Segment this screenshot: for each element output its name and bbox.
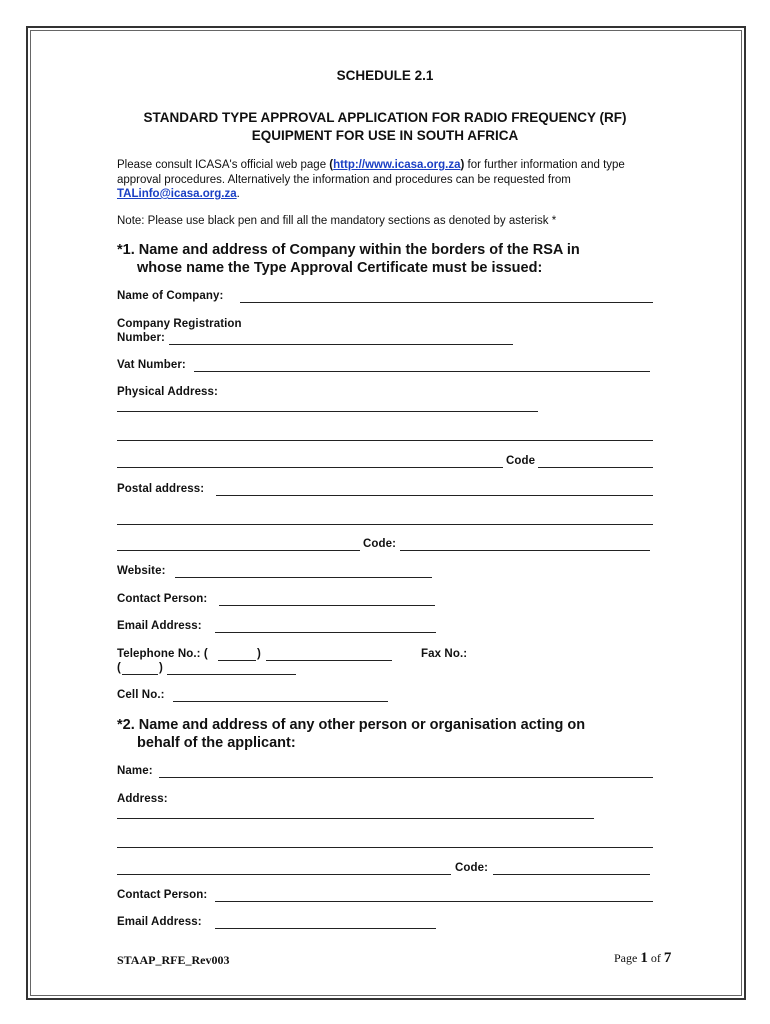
email-address-field[interactable] [215,632,436,633]
cell-number-field[interactable] [173,701,388,702]
physical-address-line3[interactable] [117,467,503,468]
telephone-label: Telephone No.: ( [117,648,208,660]
section2-heading-line1: *2. Name and address of any other person or organisation acting on [117,717,586,733]
physical-code-field[interactable] [538,467,653,468]
cell-number-label: Cell No.: [117,689,165,701]
page-indicator [614,950,671,967]
postal-code-label: Code: [363,538,397,550]
paren: ( [329,159,334,171]
document-code: STAAP_RFE_Rev003 [117,953,230,967]
postal-address-line1[interactable] [216,495,653,496]
website-field[interactable] [175,577,432,578]
postal-address-line3[interactable] [117,550,360,551]
company-reg-label-1: Company Registration [117,318,242,330]
icasa-website-link[interactable]: http://www.icasa.org.za [333,159,461,171]
section1-heading-line1: *1. Name and address of Company within the borders of the RSA in [117,242,580,258]
company-reg-label-2: Number: [117,332,165,344]
section1-heading-line2: whose name the Type Approval Certificate must be issued: [137,260,543,276]
company-name-label: Name of Company: [117,290,224,302]
agent-email-field[interactable] [215,928,436,929]
fax-number-field[interactable] [167,674,296,675]
physical-address-line1[interactable] [117,411,538,412]
postal-address-line2[interactable] [117,524,653,525]
vat-number-field[interactable] [194,371,650,372]
company-name-field[interactable] [240,302,653,303]
agent-code-field[interactable] [493,874,650,875]
fax-open-paren: ( [117,662,121,674]
agent-code-label: Code: [455,862,489,874]
fax-label: Fax No.: [421,648,468,660]
period: . [236,188,240,200]
note-text: Note: Please use black pen and fill all the mandatory sections as denoted by asterisk * [117,215,557,227]
agent-email-label: Email Address: [117,916,202,928]
paren: ) [460,159,465,171]
section2-heading-line2: behalf of the applicant: [137,735,296,751]
postal-code-field[interactable] [400,550,650,551]
intro-text: Please consult ICASA's official web page [117,159,330,171]
fax-close-paren: ) [159,662,163,674]
page-number: 1 [640,950,648,966]
agent-address-line3[interactable] [117,874,451,875]
agent-address-label: Address: [117,793,168,805]
physical-address-line2[interactable] [117,440,653,441]
fax-area-code-field[interactable] [122,674,158,675]
company-reg-field[interactable] [169,344,513,345]
contact-person-field[interactable] [219,605,435,606]
total-pages: 7 [663,950,672,966]
postal-address-label: Postal address: [117,483,205,495]
telephone-close-paren: ) [257,648,261,660]
agent-address-line2[interactable] [117,847,653,848]
contact-person-label: Contact Person: [117,593,208,605]
email-address-label: Email Address: [117,620,202,632]
agent-name-label: Name: [117,765,153,777]
talinfo-email-link[interactable]: TALinfo@icasa.org.za [117,188,237,200]
section1-heading [117,241,657,277]
page-word: Page [614,951,638,965]
vat-number-label: Vat Number: [117,359,186,371]
website-label: Website: [117,565,166,577]
agent-contact-person-label: Contact Person: [117,889,208,901]
physical-address-label: Physical Address: [117,386,218,398]
schedule-title: SCHEDULE 2.1 [336,68,434,83]
section2-heading [117,716,657,752]
agent-name-field[interactable] [159,777,653,778]
agent-contact-person-field[interactable] [215,901,653,902]
intro-text-cont: for further information and type approval procedures. Alternatively the information and procedures can be requested from [117,159,625,186]
physical-code-label: Code [506,455,536,467]
telephone-number-field[interactable] [266,660,392,661]
agent-address-line1[interactable] [117,818,594,819]
main-title: STANDARD TYPE APPROVAL APPLICATION FOR RADIO FREQUENCY (RF) EQUIPMENT FOR USE IN SOUTH AFRICA [143,110,627,143]
telephone-area-code-field[interactable] [218,660,256,661]
intro-paragraph [117,158,657,202]
of-word: of [650,951,661,965]
